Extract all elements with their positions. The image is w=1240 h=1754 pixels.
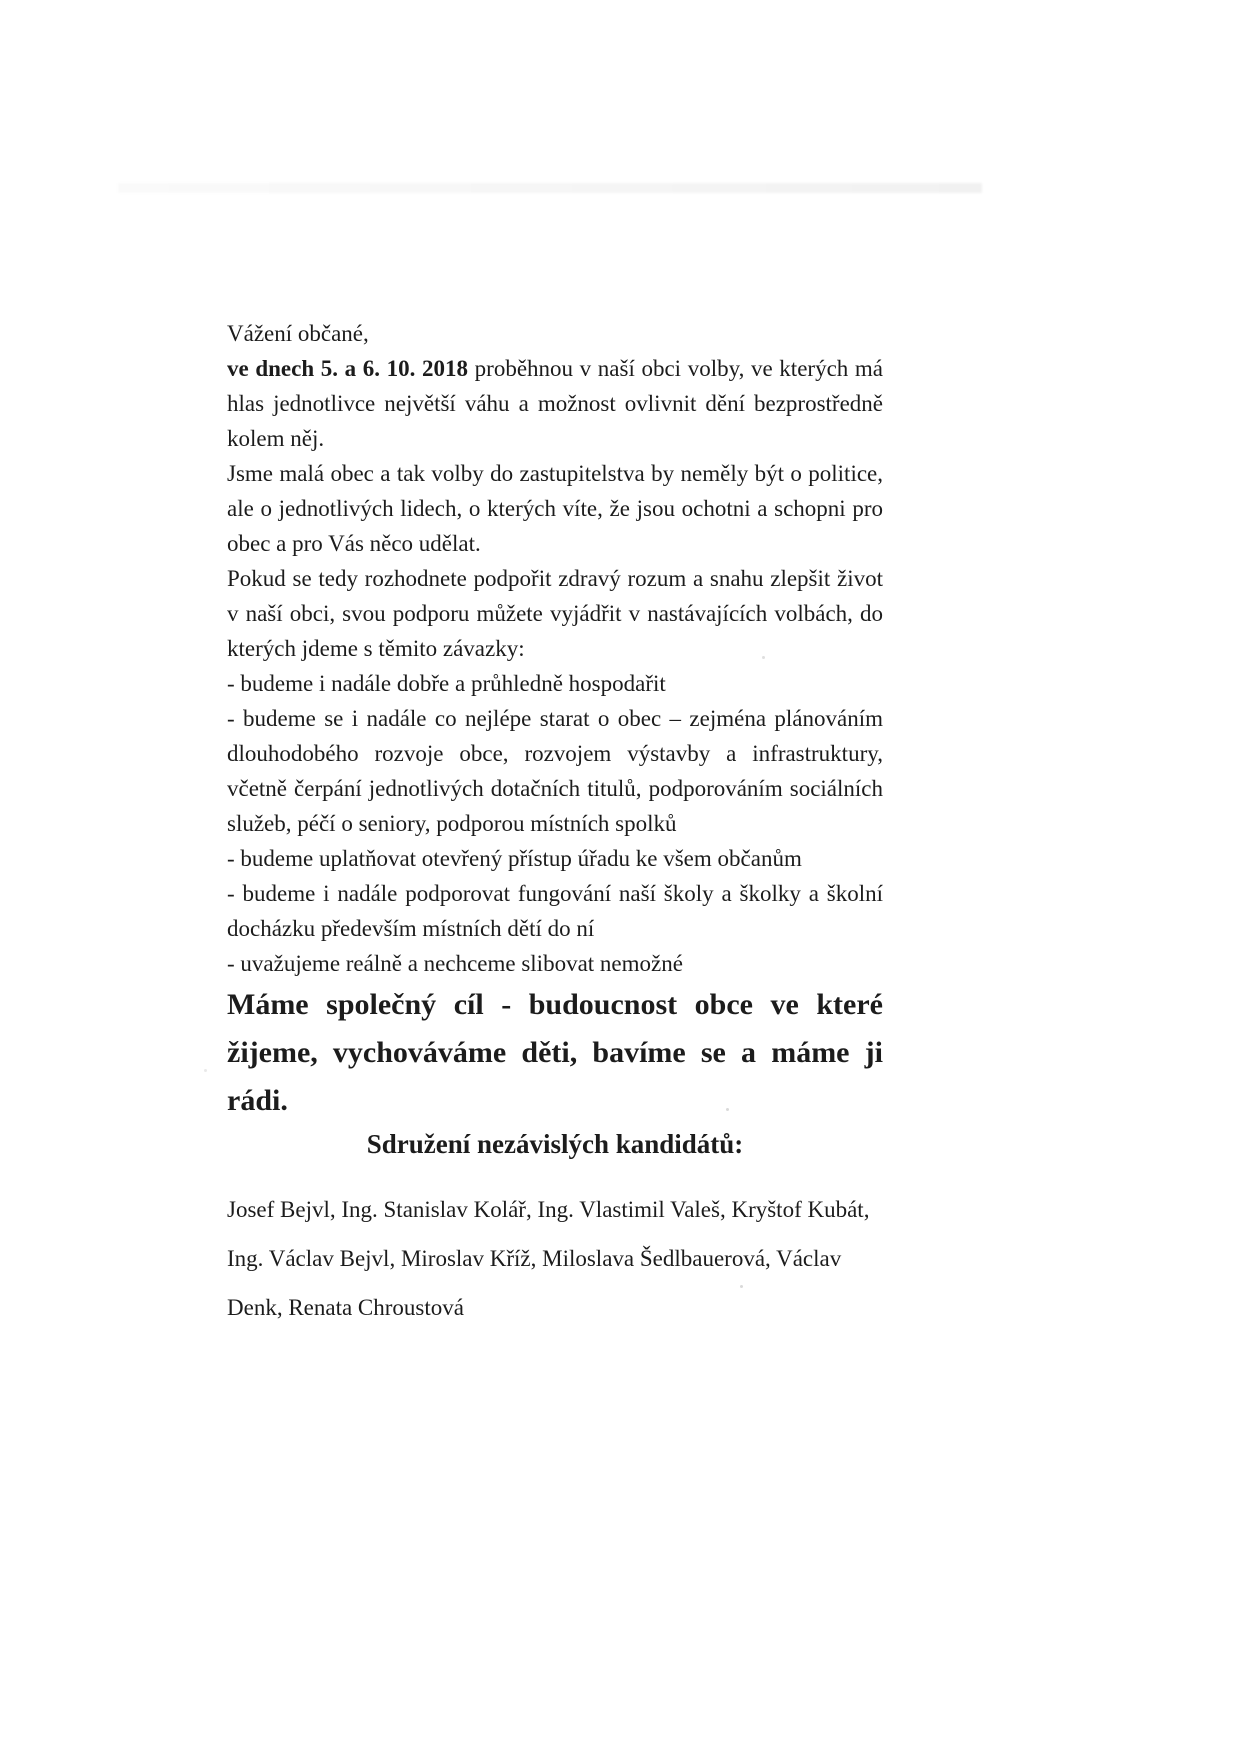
candidate-line-1: Josef Bejvl, Ing. Stanislav Kolář, Ing. Vlastimil Valeš, Kryštof Kubát, bbox=[227, 1197, 870, 1222]
letter-content bbox=[227, 316, 883, 1332]
paragraph-small-village: Jsme malá obec a tak volby do zastupitelstva by neměly být o politice, ale o jednotlivých lidech, o kterých víte, že jsou ochotni a schopni pro obec a pro Vás něco udělat. bbox=[227, 461, 883, 556]
headline-common-goal: Máme společný cíl - budoucnost obce ve které žijeme, vychováváme děti, bavíme se a máme ji rádi. bbox=[227, 988, 883, 1117]
candidate-names bbox=[227, 1185, 883, 1332]
paragraph-support-intro: Pokud se tedy rozhodnete podpořit zdravý rozum a snahu zlepšit život v naší obci, svou podporu můžete vyjádřit v nastávajících volbách, do kterých jdeme s těmito závazky: bbox=[227, 566, 883, 661]
paragraph-election-dates bbox=[227, 351, 883, 456]
election-dates-text: proběhnou v naší obci volby, ve kterých má hlas jednotlivce největší váhu a možnost ovlivnit dění bezprostředně kolem něj. bbox=[227, 356, 884, 451]
bullet-transparent-management: - budeme i nadále dobře a průhledně hospodařit bbox=[227, 671, 666, 696]
candidates-heading: Sdružení nezávislých kandidátů: bbox=[366, 1129, 744, 1159]
bullet-school-support: - budeme i nadále podporovat fungování naší školy a školky a školní docházku především místních dětí do ní bbox=[227, 881, 883, 941]
election-dates-bold: ve dnech 5. a 6. 10. 2018 bbox=[227, 356, 469, 381]
bullet-open-office: - budeme uplatňovat otevřený přístup úřadu ke všem občanům bbox=[227, 846, 802, 871]
bullet-realistic-promises: - uvažujeme reálně a nechceme slibovat nemožné bbox=[227, 951, 683, 976]
scan-artifact-band bbox=[118, 183, 982, 193]
candidate-line-2: Ing. Václav Bejvl, Miroslav Kříž, Miloslava Šedlbauerová, Václav bbox=[227, 1246, 842, 1271]
candidate-line-3: Denk, Renata Chroustová bbox=[227, 1295, 464, 1320]
bullet-village-care: - budeme se i nadále co nejlépe starat o obec – zejména plánováním dlouhodobého rozvoje obce, rozvojem výstavby a infrastruktury, včetně čerpání jednotlivých dotačních titulů, podporováním sociálních služeb, péčí o seniory, podporou místních spolků bbox=[227, 706, 883, 836]
salutation: Vážení občané, bbox=[227, 321, 369, 346]
scan-speck bbox=[204, 1069, 207, 1072]
